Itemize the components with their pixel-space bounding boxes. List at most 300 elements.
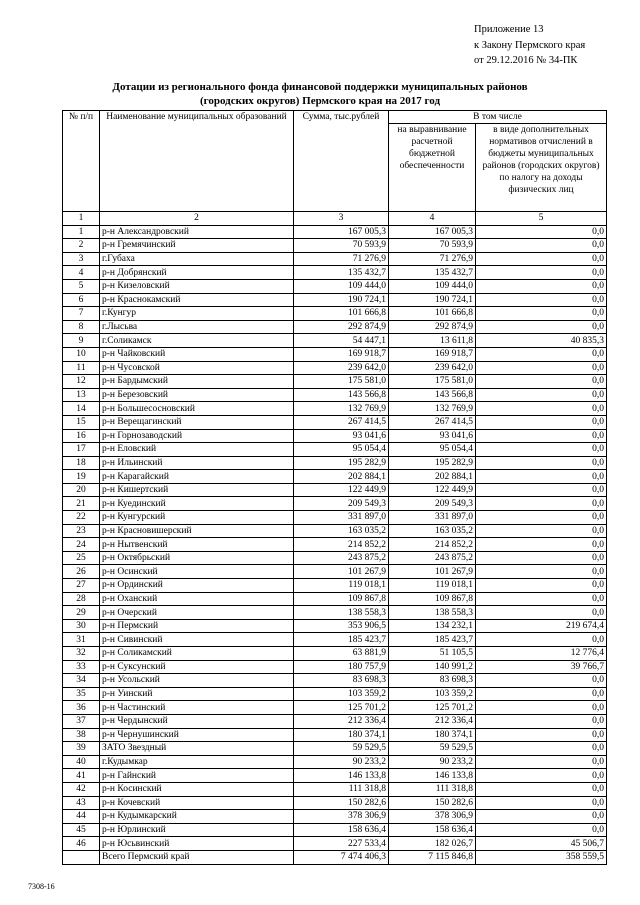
cell-name: р-н Чайковский <box>100 347 294 361</box>
cell-no: 17 <box>63 443 100 457</box>
table-row <box>63 320 607 334</box>
cell-no: 42 <box>63 782 100 796</box>
header-including: В том числе <box>389 111 607 124</box>
table-row <box>63 443 607 457</box>
cell-name: р-н Еловский <box>100 443 294 457</box>
table-row <box>63 429 607 443</box>
table-row <box>63 483 607 497</box>
table-row <box>63 606 607 620</box>
cell-sum: 83 698,3 <box>294 674 389 688</box>
cell-name: р-н Нытвенский <box>100 538 294 552</box>
cell-sum: 135 432,7 <box>294 266 389 280</box>
cell-sum: 212 336,4 <box>294 714 389 728</box>
cell-equalization: 90 233,2 <box>389 755 476 769</box>
cell-name: р-н Карагайский <box>100 470 294 484</box>
cell-equalization: 212 336,4 <box>389 714 476 728</box>
cell-no: 43 <box>63 796 100 810</box>
table-row <box>63 592 607 606</box>
cell-name: р-н Суксунский <box>100 660 294 674</box>
table-row <box>63 619 607 633</box>
cell-additional: 0,0 <box>476 565 607 579</box>
cell-additional: 0,0 <box>476 497 607 511</box>
cell-no: 38 <box>63 728 100 742</box>
cell-sum: 146 133,8 <box>294 769 389 783</box>
cell-name: р-н Юрлинский <box>100 823 294 837</box>
cell-sum: 125 701,2 <box>294 701 389 715</box>
cell-sum: 122 449,9 <box>294 483 389 497</box>
cell-sum: 190 724,1 <box>294 293 389 307</box>
cell-equalization: 71 276,9 <box>389 252 476 266</box>
cell-sum: 101 666,8 <box>294 307 389 321</box>
cell-additional: 0,0 <box>476 279 607 293</box>
cell-additional: 40 835,3 <box>476 334 607 348</box>
footer-code: 7308-16 <box>28 882 55 891</box>
table-row <box>63 252 607 266</box>
table-row <box>63 293 607 307</box>
cell-name: р-н Чусовской <box>100 361 294 375</box>
cell-sum: 59 529,5 <box>294 742 389 756</box>
cell-no: 21 <box>63 497 100 511</box>
cell-equalization: 93 041,6 <box>389 429 476 443</box>
cell-no: 26 <box>63 565 100 579</box>
cell-sum: 267 414,5 <box>294 415 389 429</box>
cell-name: р-н Чердынский <box>100 714 294 728</box>
table-row <box>63 415 607 429</box>
cell-name: г.Кудымкар <box>100 755 294 769</box>
cell-name: р-н Березовский <box>100 388 294 402</box>
cell-additional: 0,0 <box>476 375 607 389</box>
cell-sum: 63 881,9 <box>294 647 389 661</box>
cell-additional: 0,0 <box>476 755 607 769</box>
cell-equalization: 185 423,7 <box>389 633 476 647</box>
table-row <box>63 769 607 783</box>
cell-sum: 167 005,3 <box>294 225 389 239</box>
cell-sum: 214 852,2 <box>294 538 389 552</box>
cell-name: г.Лысьва <box>100 320 294 334</box>
cell-additional: 0,0 <box>476 728 607 742</box>
cell-equalization: 158 636,4 <box>389 823 476 837</box>
table-row <box>63 538 607 552</box>
cell-additional: 0,0 <box>476 320 607 334</box>
cell-additional: 0,0 <box>476 361 607 375</box>
cell-name: р-н Кишертский <box>100 483 294 497</box>
cell-no: 41 <box>63 769 100 783</box>
cell-no: 8 <box>63 320 100 334</box>
cell-no: 20 <box>63 483 100 497</box>
cell-additional: 45 506,7 <box>476 837 607 851</box>
cell-no: 10 <box>63 347 100 361</box>
column-number: 2 <box>100 212 294 226</box>
cell-additional: 0,0 <box>476 579 607 593</box>
cell-additional: 0,0 <box>476 511 607 525</box>
cell-additional: 0,0 <box>476 388 607 402</box>
table-row <box>63 782 607 796</box>
cell-no: 3 <box>63 252 100 266</box>
cell-additional: 0,0 <box>476 293 607 307</box>
cell-equalization: 122 449,9 <box>389 483 476 497</box>
cell-equalization: 267 414,5 <box>389 415 476 429</box>
cell-name: Всего Пермский край <box>100 850 294 864</box>
header-additional: в виде дополнительных нормативов отчислений в бюджеты муниципальных районов (городских округов) по налогу на доходы физических лиц <box>476 124 607 212</box>
cell-equalization: 125 701,2 <box>389 701 476 715</box>
table-row <box>63 810 607 824</box>
cell-no: 16 <box>63 429 100 443</box>
table-row <box>63 701 607 715</box>
cell-additional: 0,0 <box>476 538 607 552</box>
cell-name: р-н Ильинский <box>100 456 294 470</box>
cell-no: 12 <box>63 375 100 389</box>
cell-name: р-н Кизеловский <box>100 279 294 293</box>
cell-additional: 358 559,5 <box>476 850 607 864</box>
table-row <box>63 755 607 769</box>
table-row <box>63 511 607 525</box>
table-row <box>63 674 607 688</box>
cell-name: р-н Кунгурский <box>100 511 294 525</box>
table-row <box>63 307 607 321</box>
cell-sum: 163 035,2 <box>294 524 389 538</box>
cell-sum: 353 906,5 <box>294 619 389 633</box>
subsidies-table <box>62 110 607 865</box>
cell-equalization: 209 549,3 <box>389 497 476 511</box>
cell-sum: 109 444,0 <box>294 279 389 293</box>
header-equalization: на выравнивание расчетной бюджетной обеспеченности <box>389 124 476 212</box>
cell-sum: 292 874,9 <box>294 320 389 334</box>
cell-name: р-н Кудымкарский <box>100 810 294 824</box>
cell-sum: 7 474 406,3 <box>294 850 389 864</box>
column-number: 3 <box>294 212 389 226</box>
cell-sum: 378 306,9 <box>294 810 389 824</box>
cell-name: р-н Очерский <box>100 606 294 620</box>
cell-no: 4 <box>63 266 100 280</box>
cell-name: г.Кунгур <box>100 307 294 321</box>
cell-sum: 90 233,2 <box>294 755 389 769</box>
cell-sum: 109 867,8 <box>294 592 389 606</box>
cell-no: 23 <box>63 524 100 538</box>
cell-no: 18 <box>63 456 100 470</box>
cell-name: р-н Кочевский <box>100 796 294 810</box>
cell-additional: 0,0 <box>476 810 607 824</box>
cell-no: 5 <box>63 279 100 293</box>
cell-equalization: 7 115 846,8 <box>389 850 476 864</box>
table-row <box>63 239 607 253</box>
annex-line-3: от 29.12.2016 № 34-ПК <box>474 55 578 66</box>
table-row <box>63 524 607 538</box>
cell-name: р-н Юсьвинский <box>100 837 294 851</box>
cell-equalization: 132 769,9 <box>389 402 476 416</box>
cell-additional: 0,0 <box>476 402 607 416</box>
cell-no: 33 <box>63 660 100 674</box>
cell-additional: 0,0 <box>476 674 607 688</box>
cell-additional: 0,0 <box>476 456 607 470</box>
cell-equalization: 111 318,8 <box>389 782 476 796</box>
cell-sum: 158 636,4 <box>294 823 389 837</box>
cell-additional: 0,0 <box>476 524 607 538</box>
cell-name: р-н Гайнский <box>100 769 294 783</box>
cell-equalization: 175 581,0 <box>389 375 476 389</box>
cell-no: 40 <box>63 755 100 769</box>
total-row <box>63 850 607 864</box>
cell-sum: 95 054,4 <box>294 443 389 457</box>
cell-additional: 0,0 <box>476 225 607 239</box>
cell-additional: 0,0 <box>476 823 607 837</box>
table-row <box>63 361 607 375</box>
table-row <box>63 402 607 416</box>
cell-equalization: 182 026,7 <box>389 837 476 851</box>
cell-sum: 195 282,9 <box>294 456 389 470</box>
cell-equalization: 119 018,1 <box>389 579 476 593</box>
cell-equalization: 167 005,3 <box>389 225 476 239</box>
cell-name: р-н Оханский <box>100 592 294 606</box>
cell-name: р-н Добрянский <box>100 266 294 280</box>
cell-no: 27 <box>63 579 100 593</box>
cell-equalization: 190 724,1 <box>389 293 476 307</box>
cell-additional: 0,0 <box>476 592 607 606</box>
cell-sum: 132 769,9 <box>294 402 389 416</box>
cell-additional: 0,0 <box>476 769 607 783</box>
cell-name: р-н Гремячинский <box>100 239 294 253</box>
cell-name: р-н Усольский <box>100 674 294 688</box>
cell-equalization: 202 884,1 <box>389 470 476 484</box>
table-row <box>63 470 607 484</box>
cell-no: 37 <box>63 714 100 728</box>
cell-no: 44 <box>63 810 100 824</box>
annex-line-1: Приложение 13 <box>474 24 544 35</box>
annex-line-2: к Закону Пермского края <box>474 39 586 51</box>
cell-no: 13 <box>63 388 100 402</box>
cell-additional: 0,0 <box>476 796 607 810</box>
cell-sum: 119 018,1 <box>294 579 389 593</box>
table-row <box>63 633 607 647</box>
cell-additional: 0,0 <box>476 782 607 796</box>
cell-no: 2 <box>63 239 100 253</box>
cell-equalization: 331 897,0 <box>389 511 476 525</box>
cell-no: 32 <box>63 647 100 661</box>
cell-additional: 0,0 <box>476 714 607 728</box>
cell-sum: 138 558,3 <box>294 606 389 620</box>
table-row <box>63 823 607 837</box>
cell-name: р-н Александровский <box>100 225 294 239</box>
cell-no: 46 <box>63 837 100 851</box>
cell-equalization: 95 054,4 <box>389 443 476 457</box>
cell-sum: 111 318,8 <box>294 782 389 796</box>
cell-equalization: 134 232,1 <box>389 619 476 633</box>
cell-equalization: 243 875,2 <box>389 551 476 565</box>
table-row <box>63 375 607 389</box>
cell-sum: 103 359,2 <box>294 687 389 701</box>
cell-name: р-н Большесосновский <box>100 402 294 416</box>
cell-name: р-н Уинский <box>100 687 294 701</box>
cell-sum: 331 897,0 <box>294 511 389 525</box>
cell-sum: 180 374,1 <box>294 728 389 742</box>
cell-equalization: 109 867,8 <box>389 592 476 606</box>
cell-name: р-н Краснокамский <box>100 293 294 307</box>
cell-no: 35 <box>63 687 100 701</box>
cell-name: р-н Красновишерский <box>100 524 294 538</box>
cell-additional: 39 766,7 <box>476 660 607 674</box>
cell-name: р-н Октябрьский <box>100 551 294 565</box>
cell-name: р-н Ординский <box>100 579 294 593</box>
table-row <box>63 551 607 565</box>
column-number-row <box>63 212 607 226</box>
cell-equalization: 101 666,8 <box>389 307 476 321</box>
header-row <box>63 111 607 124</box>
header-sum: Сумма, тыс.рублей <box>294 111 389 212</box>
cell-additional: 0,0 <box>476 687 607 701</box>
cell-no: 45 <box>63 823 100 837</box>
cell-additional: 0,0 <box>476 429 607 443</box>
cell-name: р-н Сивинский <box>100 633 294 647</box>
cell-equalization: 195 282,9 <box>389 456 476 470</box>
cell-no: 22 <box>63 511 100 525</box>
cell-additional: 0,0 <box>476 742 607 756</box>
cell-sum: 202 884,1 <box>294 470 389 484</box>
cell-equalization: 138 558,3 <box>389 606 476 620</box>
cell-equalization: 239 642,0 <box>389 361 476 375</box>
cell-no: 24 <box>63 538 100 552</box>
cell-equalization: 378 306,9 <box>389 810 476 824</box>
column-number: 4 <box>389 212 476 226</box>
cell-equalization: 59 529,5 <box>389 742 476 756</box>
cell-name: р-н Осинский <box>100 565 294 579</box>
cell-equalization: 70 593,9 <box>389 239 476 253</box>
table-row <box>63 647 607 661</box>
cell-no: 6 <box>63 293 100 307</box>
cell-name: р-н Верещагинский <box>100 415 294 429</box>
header-name: Наименование муниципальных образований <box>100 111 294 212</box>
cell-sum: 101 267,9 <box>294 565 389 579</box>
table-row <box>63 728 607 742</box>
cell-sum: 243 875,2 <box>294 551 389 565</box>
cell-sum: 185 423,7 <box>294 633 389 647</box>
cell-additional: 0,0 <box>476 483 607 497</box>
table-row <box>63 279 607 293</box>
cell-no: 28 <box>63 592 100 606</box>
cell-sum: 150 282,6 <box>294 796 389 810</box>
cell-equalization: 150 282,6 <box>389 796 476 810</box>
cell-no: 15 <box>63 415 100 429</box>
title-line-2: (городских округов) Пермского края на 2017 год <box>199 95 441 107</box>
cell-equalization: 180 374,1 <box>389 728 476 742</box>
cell-additional: 12 776,4 <box>476 647 607 661</box>
cell-sum: 227 533,4 <box>294 837 389 851</box>
cell-equalization: 103 359,2 <box>389 687 476 701</box>
cell-equalization: 163 035,2 <box>389 524 476 538</box>
cell-name: г.Губаха <box>100 252 294 266</box>
cell-no: 1 <box>63 225 100 239</box>
cell-name: р-н Пермский <box>100 619 294 633</box>
cell-equalization: 83 698,3 <box>389 674 476 688</box>
table-row <box>63 388 607 402</box>
cell-sum: 169 918,7 <box>294 347 389 361</box>
table-row <box>63 497 607 511</box>
table-row <box>63 565 607 579</box>
cell-additional: 219 674,4 <box>476 619 607 633</box>
cell-equalization: 135 432,7 <box>389 266 476 280</box>
table-row <box>63 225 607 239</box>
cell-name: ЗАТО Звездный <box>100 742 294 756</box>
cell-additional: 0,0 <box>476 252 607 266</box>
cell-sum: 71 276,9 <box>294 252 389 266</box>
table-row <box>63 579 607 593</box>
cell-name: р-н Куединский <box>100 497 294 511</box>
cell-additional: 0,0 <box>476 443 607 457</box>
table-row <box>63 796 607 810</box>
cell-name: р-н Косинский <box>100 782 294 796</box>
table-row <box>63 334 607 348</box>
table-row <box>63 742 607 756</box>
cell-equalization: 169 918,7 <box>389 347 476 361</box>
cell-name: р-н Горнозаводский <box>100 429 294 443</box>
cell-sum: 54 447,1 <box>294 334 389 348</box>
cell-additional: 0,0 <box>476 415 607 429</box>
cell-no: 30 <box>63 619 100 633</box>
title-line-1: Дотации из регионального фонда финансовой поддержки муниципальных районов <box>112 81 528 93</box>
table-row <box>63 266 607 280</box>
cell-no: 14 <box>63 402 100 416</box>
cell-name: р-н Чернушинский <box>100 728 294 742</box>
cell-additional: 0,0 <box>476 307 607 321</box>
cell-additional: 0,0 <box>476 701 607 715</box>
cell-equalization: 13 611,8 <box>389 334 476 348</box>
cell-sum: 180 757,9 <box>294 660 389 674</box>
cell-additional: 0,0 <box>476 266 607 280</box>
cell-no: 36 <box>63 701 100 715</box>
cell-name: р-н Бардымский <box>100 375 294 389</box>
cell-no: 7 <box>63 307 100 321</box>
header-no: № п/п <box>63 111 100 212</box>
cell-equalization: 292 874,9 <box>389 320 476 334</box>
cell-name: р-н Соликамский <box>100 647 294 661</box>
cell-equalization: 214 852,2 <box>389 538 476 552</box>
cell-no: 39 <box>63 742 100 756</box>
column-number: 1 <box>63 212 100 226</box>
cell-equalization: 143 566,8 <box>389 388 476 402</box>
cell-sum: 175 581,0 <box>294 375 389 389</box>
cell-no: 29 <box>63 606 100 620</box>
cell-sum: 93 041,6 <box>294 429 389 443</box>
cell-no: 19 <box>63 470 100 484</box>
cell-sum: 70 593,9 <box>294 239 389 253</box>
cell-equalization: 109 444,0 <box>389 279 476 293</box>
cell-no: 9 <box>63 334 100 348</box>
cell-additional: 0,0 <box>476 470 607 484</box>
cell-additional: 0,0 <box>476 606 607 620</box>
annex-reference <box>474 22 585 69</box>
cell-equalization: 101 267,9 <box>389 565 476 579</box>
cell-name: р-н Частинский <box>100 701 294 715</box>
cell-additional: 0,0 <box>476 347 607 361</box>
cell-sum: 209 549,3 <box>294 497 389 511</box>
cell-additional: 0,0 <box>476 633 607 647</box>
table-body <box>63 212 607 865</box>
table-row <box>63 660 607 674</box>
cell-no: 31 <box>63 633 100 647</box>
column-number: 5 <box>476 212 607 226</box>
cell-sum: 143 566,8 <box>294 388 389 402</box>
cell-no: 34 <box>63 674 100 688</box>
cell-sum: 239 642,0 <box>294 361 389 375</box>
table-row <box>63 347 607 361</box>
cell-equalization: 146 133,8 <box>389 769 476 783</box>
cell-no <box>63 850 100 864</box>
cell-additional: 0,0 <box>476 239 607 253</box>
table-row <box>63 714 607 728</box>
document-title <box>0 80 640 108</box>
cell-additional: 0,0 <box>476 551 607 565</box>
table-row <box>63 456 607 470</box>
cell-no: 25 <box>63 551 100 565</box>
table-row <box>63 837 607 851</box>
